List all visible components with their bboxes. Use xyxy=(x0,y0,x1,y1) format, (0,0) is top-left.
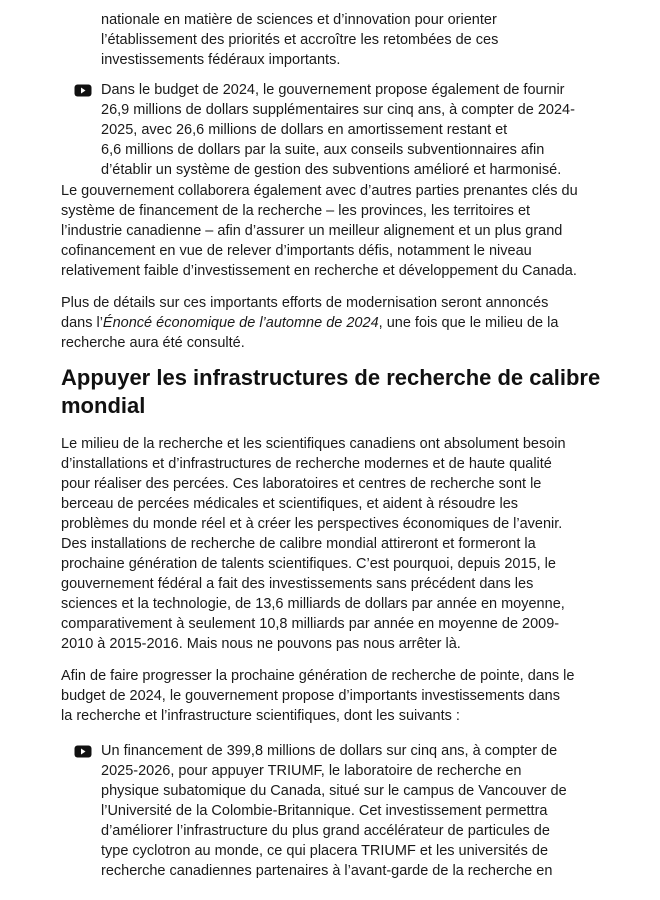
heading-line: mondial xyxy=(61,393,146,418)
text-line: système de financement de la recherche – les provinces, les territoires et xyxy=(61,203,531,219)
text-line: cofinancement en vue de relever d’importants défis, notamment le niveau xyxy=(61,243,532,259)
text-line: la recherche et l’infrastructure scientifiques, dont les suivants : xyxy=(61,708,460,724)
paragraph xyxy=(61,434,597,654)
text-line: comparativement à seulement 10,8 milliards par année en moyenne de 2009- xyxy=(61,616,560,632)
heading-line: Appuyer les infrastructures de recherche de calibre xyxy=(61,365,601,390)
text-line: gouvernement fédéral a fait des investissements sans précédent dans les xyxy=(61,576,534,592)
text-fragment: , une fois que le milieu de la xyxy=(378,315,559,331)
text-line: Plus de détails sur ces importants efforts de modernisation seront annoncés xyxy=(61,295,549,311)
text-line: d’améliorer l’infrastructure du plus grand accélérateur de particules de xyxy=(101,823,550,839)
arrow-bullet-icon xyxy=(74,744,92,764)
text-line: Le milieu de la recherche et les scientifiques canadiens ont absolument besoin xyxy=(61,436,566,452)
document-title-italic: Énoncé économique de l’automne de 2024 xyxy=(102,315,379,331)
text-line: sciences et la technologie, de 13,6 milliards de dollars par année en moyenne, xyxy=(61,596,565,612)
text-line: 26,9 millions de dollars supplémentaires sur cinq ans, à compter de 2024- xyxy=(101,102,575,118)
text-line: 2025-2026, pour appuyer TRIUMF, le laboratoire de recherche en xyxy=(101,763,522,779)
list-item-text xyxy=(101,741,598,881)
text-line: l’Université de la Colombie-Britannique. Cet investissement permettra xyxy=(101,803,548,819)
text-line: 2025, avec 26,6 millions de dollars en amortissement restant et xyxy=(101,122,508,138)
text-line: l’industrie canadienne – afin d’assurer un meilleur alignement et un plus grand xyxy=(61,223,563,239)
text-line: problèmes du monde réel et à créer les perspectives économiques de l’avenir. xyxy=(61,516,563,532)
text-line: Le gouvernement collaborera également avec d’autres parties prenantes clés du xyxy=(61,183,578,199)
text-line: pour réaliser des percées. Ces laboratoires et centres de recherche sont le xyxy=(61,476,542,492)
text-line: Un financement de 399,8 millions de dollars sur cinq ans, à compter de xyxy=(101,743,558,759)
text-line: relativement faible d’investissement en recherche et développement du Canada. xyxy=(61,263,577,279)
paragraph xyxy=(61,181,597,281)
paragraph xyxy=(61,293,597,353)
text-line: d’établir un système de gestion des subventions amélioré et harmonisé. xyxy=(101,162,562,178)
text-line: Afin de faire progresser la prochaine génération de recherche de pointe, dans le xyxy=(61,668,575,684)
text-line: Dans le budget de 2024, le gouvernement propose également de fournir xyxy=(101,82,565,98)
text-line: Des installations de recherche de calibre mondial attireront et formeront la xyxy=(61,536,536,552)
text-line xyxy=(61,313,597,333)
text-line: recherche aura été consulté. xyxy=(61,335,245,351)
text-line: physique subatomique du Canada, situé sur le campus de Vancouver de xyxy=(101,783,567,799)
text-line: investissements fédéraux importants. xyxy=(101,52,341,68)
text-line: l’établissement des priorités et accroître les retombées de ces xyxy=(101,32,499,48)
section-heading xyxy=(61,364,601,420)
text-line: 2010 à 2015-2016. Mais nous ne pouvons pas nous arrêter là. xyxy=(61,636,461,652)
text-line: 6,6 millions de dollars par la suite, aux conseils subventionnaires afin xyxy=(101,142,545,158)
text-line: nationale en matière de sciences et d’innovation pour orienter xyxy=(101,12,497,28)
text-line: budget de 2024, le gouvernement propose d’importants investissements dans xyxy=(61,688,560,704)
list-item-text xyxy=(101,80,598,180)
text-line: prochaine génération de talents scientifiques. C’est pourquoi, depuis 2015, le xyxy=(61,556,556,572)
text-line: berceau de percées médicales et scientifiques, et aident à résoudre les xyxy=(61,496,519,512)
text-line: d’installations et d’infrastructures de recherche modernes et de haute qualité xyxy=(61,456,552,472)
paragraph xyxy=(61,666,597,726)
arrow-bullet-icon xyxy=(74,83,92,103)
text-line: recherche canadiennes partenaires à l’avant-garde de la recherche en xyxy=(101,863,553,879)
text-fragment: dans l’ xyxy=(61,315,103,331)
bullet-continuation xyxy=(101,10,601,70)
text-line: type cyclotron au monde, ce qui placera TRIUMF et les universités de xyxy=(101,843,549,859)
